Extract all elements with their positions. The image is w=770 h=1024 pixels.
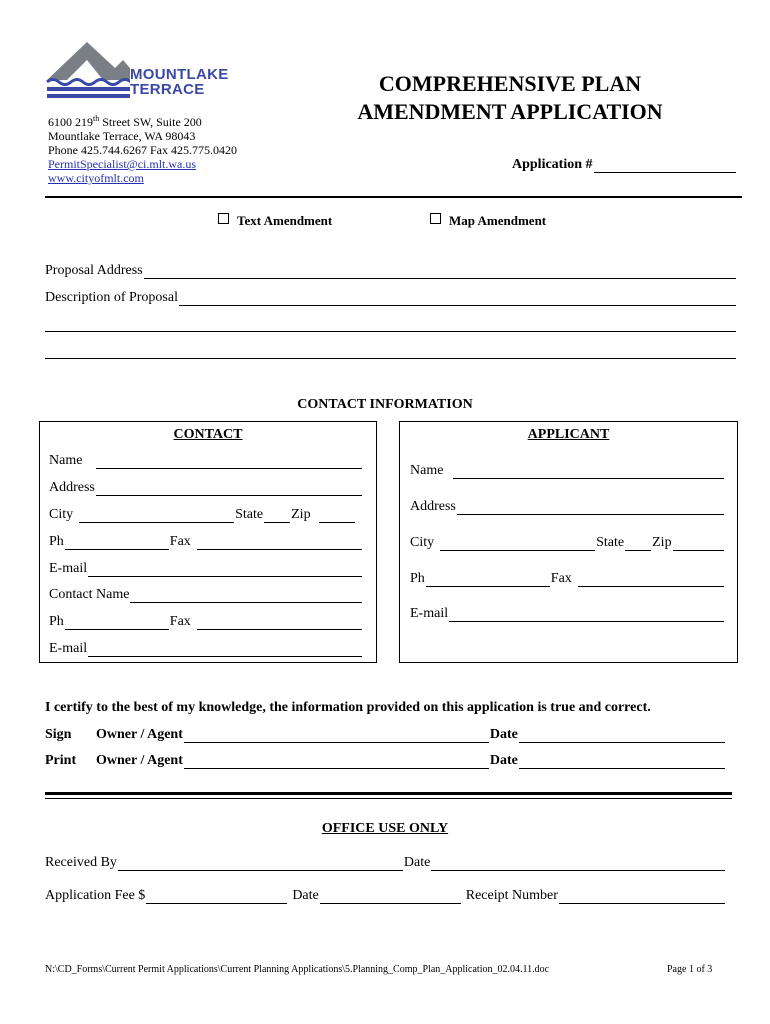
office-divider-thin (45, 798, 732, 799)
map-amendment-checkbox[interactable] (430, 213, 441, 224)
map-amendment-option[interactable]: Map Amendment (430, 213, 546, 229)
applicant-box (399, 421, 738, 663)
description-line-2[interactable] (45, 331, 736, 332)
applicant-heading: APPLICANT (527, 427, 610, 442)
proposal-description-field[interactable]: Description of Proposal (45, 290, 736, 306)
applicant-address-field[interactable]: Address (410, 499, 724, 515)
description-line-3[interactable] (45, 358, 736, 359)
page-title (330, 70, 690, 126)
print-field[interactable]: Print Owner / Agent Date (45, 753, 725, 769)
contact-person-name-field[interactable]: Contact Name (49, 587, 362, 603)
website-link[interactable]: www.cityofmlt.com (48, 171, 144, 185)
address-block (48, 112, 237, 185)
email-link[interactable]: PermitSpecialist@ci.mlt.wa.us (48, 157, 197, 171)
logo-text (130, 67, 229, 97)
title-line2: AMENDMENT APPLICATION (357, 99, 663, 124)
application-number-field[interactable]: Application # (512, 157, 736, 173)
city-address: Mountlake Terrace, WA 98043 (48, 129, 196, 143)
text-amendment-option[interactable]: Text Amendment (218, 213, 332, 229)
contact-info-heading: CONTACT INFORMATION (297, 397, 473, 412)
certify-statement: I certify to the best of my knowledge, the information provided on this application is true and correct. (45, 700, 651, 715)
applicant-email-field[interactable]: E-mail (410, 606, 724, 622)
sign-field[interactable]: Sign Owner / Agent Date (45, 727, 725, 743)
logo-line1: MOUNTLAKE (130, 66, 229, 83)
title-line1: COMPREHENSIVE PLAN (378, 71, 642, 96)
mountain-logo-icon (45, 40, 130, 100)
logo-line2: TERRACE (130, 81, 205, 98)
applicant-phone-fax[interactable]: Ph Fax (410, 571, 724, 587)
office-divider (45, 792, 732, 795)
header-divider (45, 196, 742, 198)
applicant-city-state-zip[interactable]: City State Zip (410, 535, 724, 551)
street-address: 6100 219th Street SW, Suite 200 (48, 114, 202, 129)
contact-box (39, 421, 377, 663)
page-number: Page 1 of 3 (667, 964, 713, 975)
phone-fax: Phone 425.744.6267 Fax 425.775.0420 (48, 143, 237, 157)
footer-path: N:\CD_Forms\Current Permit Applications\Current Planning Applications\5.Planning_Comp_Plan_Application_02.04.11.doc (45, 964, 550, 975)
received-by-field[interactable]: Received By Date (45, 855, 725, 871)
proposal-address-field[interactable]: Proposal Address (45, 263, 736, 279)
text-amendment-checkbox[interactable] (218, 213, 229, 224)
city-logo (45, 40, 245, 102)
contact-name-field[interactable]: Name (49, 453, 362, 469)
contact-person-email-field[interactable]: E-mail (49, 641, 362, 657)
contact-city-state-zip[interactable]: City State Zip (49, 507, 362, 523)
contact-person-phone-fax[interactable]: Ph Fax (49, 614, 362, 630)
contact-email-field[interactable]: E-mail (49, 561, 362, 577)
contact-phone-fax[interactable]: Ph Fax (49, 534, 362, 550)
contact-address-field[interactable]: Address (49, 480, 362, 496)
application-fee-field[interactable]: Application Fee $ Date Receipt Number (45, 888, 725, 904)
office-use-heading: OFFICE USE ONLY (321, 821, 449, 836)
applicant-name-field[interactable]: Name (410, 463, 724, 479)
contact-heading: CONTACT (173, 427, 243, 442)
